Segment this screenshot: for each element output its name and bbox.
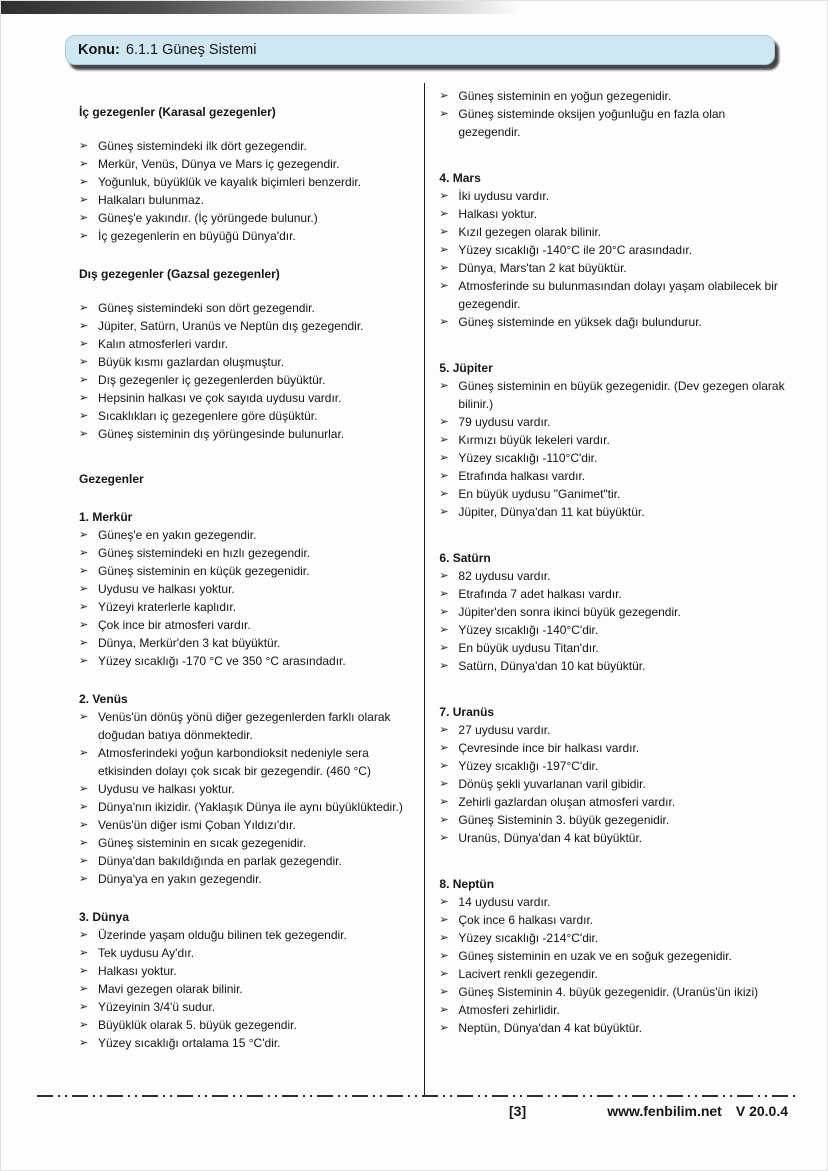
section-right-3 — [439, 549, 789, 675]
bullet-text: Merkür, Venüs, Dünya ve Mars iç gezegendir. — [98, 157, 340, 171]
topic-header — [65, 35, 775, 65]
arrow-bullet-icon: ➢ — [79, 983, 89, 995]
arrow-bullet-icon: ➢ — [439, 932, 449, 944]
section-left-5 — [79, 908, 411, 1052]
section-heading: 1. Merkür — [79, 510, 133, 524]
bullet-item — [439, 567, 789, 585]
bullet-text: Yüzey sıcaklığı -140°C'dir. — [458, 623, 599, 637]
bullet-item — [439, 413, 789, 431]
bullet-item — [79, 191, 411, 209]
bullet-item — [439, 639, 789, 657]
bullet-item — [79, 353, 411, 371]
bullet-text: Yüzey sıcaklığı -170 °C ve 350 °C arasındadır. — [98, 654, 346, 668]
arrow-bullet-icon: ➢ — [439, 108, 449, 120]
bullet-item — [79, 1016, 411, 1034]
bullet-item — [79, 944, 411, 962]
section-left-3 — [79, 508, 411, 670]
bullet-text: Jüpiter, Satürn, Uranüs ve Neptün dış gezegendir. — [98, 319, 364, 333]
arrow-bullet-icon: ➢ — [439, 832, 449, 844]
bullet-item — [79, 834, 411, 852]
bullet-item — [79, 780, 411, 798]
arrow-bullet-icon: ➢ — [439, 434, 449, 446]
topic-label: Konu: — [78, 42, 120, 58]
arrow-bullet-icon: ➢ — [439, 190, 449, 202]
bullet-item — [79, 155, 411, 173]
bullet-text: Venüs'ün diğer ismi Çoban Yıldızı'dır. — [98, 818, 296, 832]
bullet-text: Venüs'ün dönüş yönü diğer gezegenlerden farklı olarak doğudan batıya dönmektedir. — [98, 710, 391, 742]
arrow-bullet-icon: ➢ — [79, 801, 89, 813]
arrow-bullet-icon: ➢ — [439, 606, 449, 618]
arrow-bullet-icon: ➢ — [79, 547, 89, 559]
bullet-text: En büyük uydusu "Ganimet"tir. — [458, 487, 621, 501]
bullet-text: Yüzeyi kraterlerle kaplıdır. — [98, 600, 237, 614]
bullet-item — [79, 425, 411, 443]
bullet-item — [439, 259, 789, 277]
arrow-bullet-icon: ➢ — [439, 244, 449, 256]
bullet-text: Büyüklük olarak 5. büyük gezegendir. — [98, 1018, 297, 1032]
section-left-0 — [79, 103, 411, 245]
section-heading: 2. Venüs — [79, 692, 128, 706]
bullet-item — [79, 227, 411, 245]
arrow-bullet-icon: ➢ — [439, 796, 449, 808]
right-column — [439, 81, 789, 1095]
arrow-bullet-icon: ➢ — [79, 655, 89, 667]
footer-separator-line — [37, 1095, 797, 1097]
bullet-item — [79, 526, 411, 544]
arrow-bullet-icon: ➢ — [79, 637, 89, 649]
bullet-text: Yoğunluk, büyüklük ve kayalık biçimleri benzerdir. — [98, 175, 362, 189]
column-divider — [424, 83, 425, 1095]
bullet-item — [79, 580, 411, 598]
site-credit — [607, 1103, 788, 1119]
arrow-bullet-icon: ➢ — [439, 588, 449, 600]
arrow-bullet-icon: ➢ — [79, 819, 89, 831]
bullet-item — [439, 657, 789, 675]
bullet-item — [79, 926, 411, 944]
bullet-text: Güneş'e yakındır. (İç yörüngede bulunur.) — [98, 211, 318, 225]
arrow-bullet-icon: ➢ — [79, 619, 89, 631]
bullet-text: Büyük kısmı gazlardan oluşmuştur. — [98, 355, 285, 369]
arrow-bullet-icon: ➢ — [79, 428, 89, 440]
bullet-text: Güneş sistemindeki en hızlı gezegendir. — [98, 546, 311, 560]
bullet-text: Uydusu ve halkası yoktur. — [98, 582, 235, 596]
site-name: www.fenbilim.net — [607, 1103, 722, 1119]
bullet-item — [439, 431, 789, 449]
bullet-item — [79, 598, 411, 616]
arrow-bullet-icon: ➢ — [79, 212, 89, 224]
section-heading: 3. Dünya — [79, 910, 130, 924]
arrow-bullet-icon: ➢ — [439, 950, 449, 962]
bullet-item — [79, 798, 411, 816]
bullet-text: Uydusu ve halkası yoktur. — [98, 782, 235, 796]
bullet-item — [79, 980, 411, 998]
arrow-bullet-icon: ➢ — [439, 416, 449, 428]
arrow-bullet-icon: ➢ — [439, 488, 449, 500]
arrow-bullet-icon: ➢ — [439, 986, 449, 998]
bullet-text: Jüpiter, Dünya'dan 11 kat büyüktür. — [458, 505, 645, 519]
bullet-item — [439, 503, 789, 521]
bullet-item — [439, 775, 789, 793]
arrow-bullet-icon: ➢ — [79, 837, 89, 849]
arrow-bullet-icon: ➢ — [439, 814, 449, 826]
bullet-text: Güneş sisteminde en yüksek dağı bulundurur. — [458, 315, 702, 329]
section-heading: 4. Mars — [439, 171, 481, 185]
bullet-text: Kızıl gezegen olarak bilinir. — [458, 225, 602, 239]
arrow-bullet-icon: ➢ — [79, 1019, 89, 1031]
arrow-bullet-icon: ➢ — [79, 374, 89, 386]
arrow-bullet-icon: ➢ — [79, 176, 89, 188]
bullet-item — [79, 870, 411, 888]
arrow-bullet-icon: ➢ — [439, 90, 449, 102]
bullet-item — [439, 911, 789, 929]
bullet-text: Üzerinde yaşam olduğu bilinen tek gezegendir. — [98, 928, 347, 942]
bullet-item — [439, 893, 789, 911]
bullet-text: Halkası yoktur. — [98, 964, 177, 978]
bullet-item — [439, 377, 789, 413]
bullet-text: Yüzey sıcaklığı ortalama 15 °C'dir. — [98, 1036, 281, 1050]
section-heading: 5. Jüpiter — [439, 361, 493, 375]
page-footer — [1, 1103, 828, 1127]
arrow-bullet-icon: ➢ — [439, 1004, 449, 1016]
bullet-text: Yüzeyinin 3/4'ü sudur. — [98, 1000, 216, 1014]
section-heading: 6. Satürn — [439, 551, 491, 565]
bullet-item — [439, 829, 789, 847]
page-number: [3] — [509, 1103, 527, 1119]
bullet-item — [439, 241, 789, 259]
bullet-item — [439, 603, 789, 621]
bullet-item — [439, 1001, 789, 1019]
bullet-text: Kalın atmosferleri vardır. — [98, 337, 229, 351]
arrow-bullet-icon: ➢ — [439, 760, 449, 772]
bullet-item — [79, 562, 411, 580]
bullet-item — [79, 634, 411, 652]
bullet-text: Uranüs, Dünya'dan 4 kat büyüktür. — [458, 831, 643, 845]
arrow-bullet-icon: ➢ — [439, 660, 449, 672]
arrow-bullet-icon: ➢ — [79, 873, 89, 885]
bullet-item — [439, 449, 789, 467]
bullet-item — [439, 277, 789, 313]
arrow-bullet-icon: ➢ — [439, 506, 449, 518]
bullet-text: Güneş sisteminde oksijen yoğunluğu en fazla olan gezegendir. — [458, 107, 726, 139]
arrow-bullet-icon: ➢ — [79, 565, 89, 577]
bullet-item — [79, 299, 411, 317]
bullet-text: 79 uydusu vardır. — [458, 415, 551, 429]
bullet-item — [439, 485, 789, 503]
bullet-text: Güneş sisteminin en yoğun gezegenidir. — [458, 89, 672, 103]
bullet-item — [79, 744, 411, 780]
bullet-item — [439, 223, 789, 241]
bullet-text: Kırmızı büyük lekeleri vardır. — [458, 433, 610, 447]
bullet-item — [79, 1034, 411, 1052]
bullet-text: İki uydusu vardır. — [458, 189, 550, 203]
arrow-bullet-icon: ➢ — [79, 320, 89, 332]
arrow-bullet-icon: ➢ — [439, 642, 449, 654]
bullet-text: 14 uydusu vardır. — [458, 895, 551, 909]
bullet-item — [79, 335, 411, 353]
bullet-text: Dünya'dan bakıldığında en parlak gezegendir. — [98, 854, 342, 868]
bullet-text: Atmosferinde su bulunmasından dolayı yaşam olabilecek bir gezegendir. — [458, 279, 778, 311]
arrow-bullet-icon: ➢ — [439, 914, 449, 926]
bullet-item — [439, 929, 789, 947]
section-right-1 — [439, 169, 789, 331]
arrow-bullet-icon: ➢ — [79, 783, 89, 795]
arrow-bullet-icon: ➢ — [79, 338, 89, 350]
bullet-item — [439, 793, 789, 811]
arrow-bullet-icon: ➢ — [79, 601, 89, 613]
bullet-text: Güneş sisteminin en küçük gezegenidir. — [98, 564, 310, 578]
bullet-text: Sıcaklıkları iç gezegenlere göre düşüktür. — [98, 409, 318, 423]
bullet-text: Güneş sisteminin en uzak ve en soğuk gezegenidir. — [458, 949, 732, 963]
bullet-item — [439, 105, 789, 141]
arrow-bullet-icon: ➢ — [439, 226, 449, 238]
bullet-item — [439, 983, 789, 1001]
bullet-text: 27 uydusu vardır. — [458, 723, 551, 737]
arrow-bullet-icon: ➢ — [79, 529, 89, 541]
bullet-item — [439, 739, 789, 757]
arrow-bullet-icon: ➢ — [79, 356, 89, 368]
bullet-text: Halkası yoktur. — [458, 207, 538, 221]
arrow-bullet-icon: ➢ — [439, 452, 449, 464]
bullet-text: Güneş sistemindeki son dört gezegendir. — [98, 301, 315, 315]
bullet-text: Çevresinde ince bir halkası vardır. — [458, 741, 640, 755]
bullet-item — [79, 962, 411, 980]
bullet-item — [439, 721, 789, 739]
arrow-bullet-icon: ➢ — [439, 896, 449, 908]
bullet-item — [79, 816, 411, 834]
arrow-bullet-icon: ➢ — [439, 262, 449, 274]
arrow-bullet-icon: ➢ — [79, 929, 89, 941]
bullet-item — [439, 757, 789, 775]
bullet-item — [439, 1019, 789, 1037]
section-right-5 — [439, 875, 789, 1037]
bullet-text: Yüzey sıcaklığı -140°C ile 20°C arasındadır. — [458, 243, 693, 257]
bullet-text: En büyük uydusu Titan'dır. — [458, 641, 599, 655]
bullet-item — [439, 947, 789, 965]
bullet-text: Güneş Sisteminin 4. büyük gezegenidir. (Uranüs'ün ikizi) — [458, 985, 759, 999]
bullet-text: Lacivert renkli gezegendir. — [458, 967, 598, 981]
arrow-bullet-icon: ➢ — [79, 855, 89, 867]
section-heading: Gezegenler — [79, 472, 144, 486]
arrow-bullet-icon: ➢ — [439, 968, 449, 980]
bullet-text: Etrafında halkası vardır. — [458, 469, 586, 483]
content-area — [1, 81, 828, 1095]
left-column — [79, 81, 411, 1095]
arrow-bullet-icon: ➢ — [79, 1001, 89, 1013]
bullet-text: Güneş sisteminin en sıcak gezegenidir. — [98, 836, 307, 850]
arrow-bullet-icon: ➢ — [79, 140, 89, 152]
arrow-bullet-icon: ➢ — [79, 1037, 89, 1049]
bullet-text: Etrafında 7 adet halkası vardır. — [458, 587, 622, 601]
bullet-item — [79, 616, 411, 634]
arrow-bullet-icon: ➢ — [439, 724, 449, 736]
bullet-text: Dünya, Mars'tan 2 kat büyüktür. — [458, 261, 627, 275]
bullet-item — [79, 317, 411, 335]
section-left-4 — [79, 690, 411, 888]
bullet-text: Halkaları bulunmaz. — [98, 193, 205, 207]
bullet-item — [439, 313, 789, 331]
scan-artifact — [1, 1, 521, 14]
bullet-text: Çok ince bir atmosferi vardır. — [98, 618, 251, 632]
arrow-bullet-icon: ➢ — [79, 392, 89, 404]
bullet-item — [439, 205, 789, 223]
arrow-bullet-icon: ➢ — [439, 778, 449, 790]
bullet-text: Atmosferi zehirlidir. — [458, 1003, 560, 1017]
bullet-text: Çok ince 6 halkası vardır. — [458, 913, 594, 927]
bullet-item — [439, 621, 789, 639]
bullet-text: Dünya, Merkür'den 3 kat büyüktür. — [98, 636, 281, 650]
bullet-item — [79, 389, 411, 407]
bullet-text: 82 uydusu vardır. — [458, 569, 551, 583]
arrow-bullet-icon: ➢ — [439, 570, 449, 582]
arrow-bullet-icon: ➢ — [439, 280, 449, 292]
bullet-text: Hepsinin halkası ve çok sayıda uydusu vardır. — [98, 391, 342, 405]
arrow-bullet-icon: ➢ — [79, 302, 89, 314]
bullet-text: Neptün, Dünya'dan 4 kat büyüktür. — [458, 1021, 643, 1035]
bullet-item — [79, 137, 411, 155]
bullet-item — [439, 87, 789, 105]
bullet-item — [79, 998, 411, 1016]
bullet-item — [79, 652, 411, 670]
bullet-text: Dünya'ya en yakın gezegendir. — [98, 872, 262, 886]
bullet-item — [439, 585, 789, 603]
arrow-bullet-icon: ➢ — [79, 947, 89, 959]
section-heading: İç gezegenler (Karasal gezegenler) — [79, 105, 276, 119]
version-label: V 20.0.4 — [735, 1103, 788, 1119]
bullet-text: Satürn, Dünya'dan 10 kat büyüktür. — [458, 659, 646, 673]
arrow-bullet-icon: ➢ — [439, 1022, 449, 1034]
arrow-bullet-icon: ➢ — [79, 158, 89, 170]
section-right-4 — [439, 703, 789, 847]
section-heading: 8. Neptün — [439, 877, 495, 891]
bullet-item — [79, 708, 411, 744]
arrow-bullet-icon: ➢ — [79, 965, 89, 977]
bullet-text: Yüzey sıcaklığı -214°C'dir. — [458, 931, 599, 945]
arrow-bullet-icon: ➢ — [439, 624, 449, 636]
bullet-item — [79, 173, 411, 191]
section-heading: Dış gezegenler (Gazsal gezegenler) — [79, 267, 280, 281]
bullet-text: Yüzey sıcaklığı -197°C'dir. — [458, 759, 599, 773]
section-heading: 7. Uranüs — [439, 705, 495, 719]
arrow-bullet-icon: ➢ — [79, 711, 89, 723]
bullet-text: Yüzey sıcaklığı -110°C'dir. — [458, 451, 598, 465]
bullet-item — [439, 187, 789, 205]
bullet-text: Güneş sistemindeki ilk dört gezegendir. — [98, 139, 307, 153]
bullet-item — [439, 467, 789, 485]
bullet-text: Güneş sisteminin dış yörüngesinde bulunurlar. — [98, 427, 345, 441]
arrow-bullet-icon: ➢ — [439, 208, 449, 220]
bullet-item — [79, 544, 411, 562]
arrow-bullet-icon: ➢ — [439, 742, 449, 754]
bullet-text: İç gezegenlerin en büyüğü Dünya'dır. — [98, 229, 296, 243]
bullet-text: Dönüş şekli yuvarlanan varil gibidir. — [458, 777, 646, 791]
topic-title: 6.1.1 Güneş Sistemi — [125, 42, 257, 58]
bullet-text: Güneş'e en yakın gezegendir. — [98, 528, 257, 542]
bullet-text: Tek uydusu Ay'dır. — [98, 946, 195, 960]
bullet-item — [79, 209, 411, 227]
bullet-text: Güneş Sisteminin 3. büyük gezegenidir. — [458, 813, 670, 827]
section-left-1 — [79, 265, 411, 443]
section-right-2 — [439, 359, 789, 521]
bullet-text: Dış gezegenler iç gezegenlerden büyüktür. — [98, 373, 326, 387]
arrow-bullet-icon: ➢ — [79, 583, 89, 595]
bullet-item — [79, 852, 411, 870]
bullet-text: Dünya'nın ikizidir. (Yaklaşık Dünya ile aynı büyüklüktedir.) — [98, 800, 403, 814]
bullet-text: Jüpiter'den sonra ikinci büyük gezegendir. — [458, 605, 681, 619]
bullet-text: Güneş sisteminin en büyük gezegenidir. (Dev gezegen olarak bilinir.) — [458, 379, 785, 411]
bullet-text: Atmosferindeki yoğun karbondioksit nedeniyle sera etkisinden dolayı çok sıcak bir gezegendir. (460 °C) — [98, 746, 371, 778]
arrow-bullet-icon: ➢ — [79, 410, 89, 422]
bullet-item — [439, 811, 789, 829]
arrow-bullet-icon: ➢ — [79, 194, 89, 206]
bullet-text: Mavi gezegen olarak bilinir. — [98, 982, 243, 996]
arrow-bullet-icon: ➢ — [439, 380, 449, 392]
bullet-item — [79, 407, 411, 425]
bullet-item — [79, 371, 411, 389]
arrow-bullet-icon: ➢ — [439, 316, 449, 328]
section-left-2 — [79, 470, 411, 488]
section-right-0 — [439, 87, 789, 141]
arrow-bullet-icon: ➢ — [79, 747, 89, 759]
bullet-item — [439, 965, 789, 983]
bullet-text: Zehirli gazlardan oluşan atmosferi vardır. — [458, 795, 676, 809]
arrow-bullet-icon: ➢ — [439, 470, 449, 482]
arrow-bullet-icon: ➢ — [79, 230, 89, 242]
